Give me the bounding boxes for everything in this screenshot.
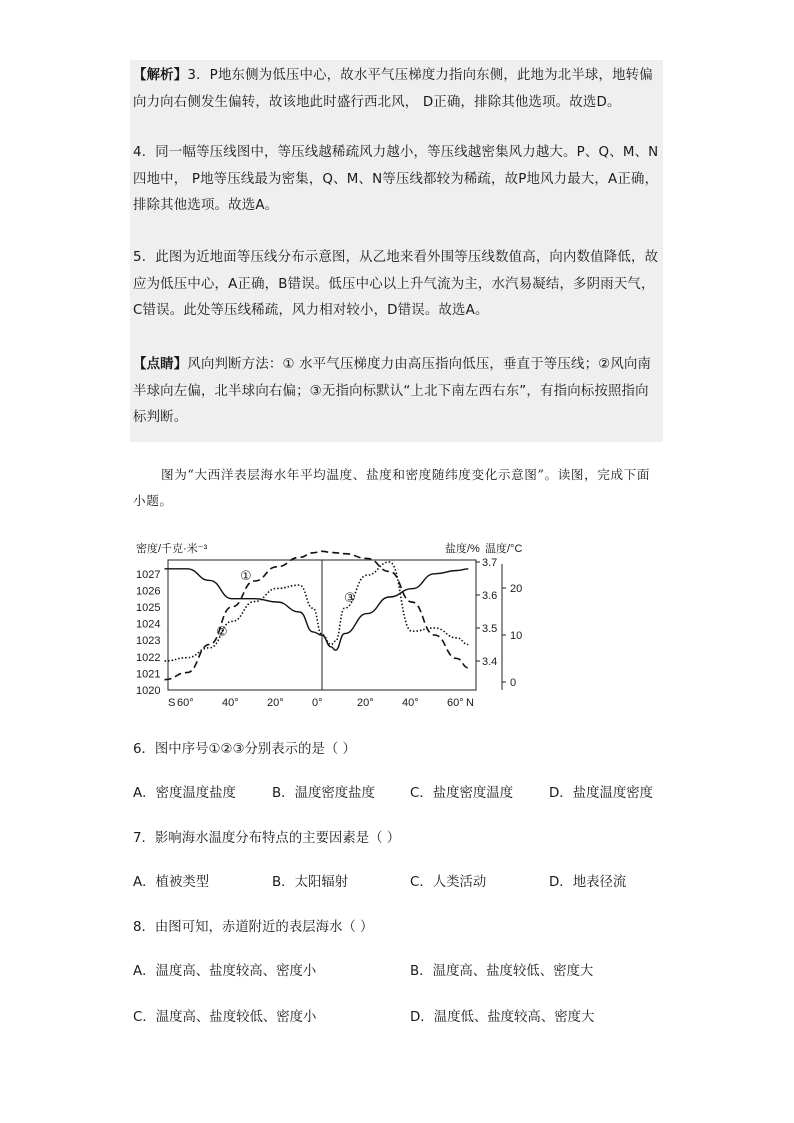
- series-line-温度: [165, 551, 469, 679]
- question-6: 6．图中序号①②③分别表示的是（ ）: [133, 742, 356, 757]
- x-tick-label: 40°: [222, 697, 239, 709]
- series-marker-label: ②: [216, 625, 228, 640]
- density-tick-label: 1027: [136, 568, 161, 581]
- series-marker-label: ③: [344, 591, 356, 606]
- q7-option-c[interactable]: C．人类活动: [410, 875, 487, 890]
- analysis-q4: 4．同一幅等压线图中，等压线越稀疏风力越小，等压线越密集风力越大。P、Q、M、N四地中， P地等压线最为密集，Q、M、N等压线都较为稀疏，故P地风力最大，A正确，排除其他选项。故选A。: [133, 145, 659, 213]
- tip-tag: 【点睛】: [133, 357, 188, 372]
- analysis-tag: 【解析】: [133, 68, 188, 83]
- x-tick-label: 60°: [177, 697, 194, 709]
- salinity-tick-label: 3.6: [482, 590, 498, 602]
- density-tick-label: 1022: [136, 651, 161, 664]
- q8-option-c[interactable]: C．温度高、盐度较低、密度小: [133, 1010, 317, 1025]
- q8-option-d[interactable]: D．温度低、盐度较高、密度大: [410, 1010, 595, 1025]
- temperature-axis-label: 温度/°C: [485, 543, 523, 555]
- density-tick-label: 1020: [136, 685, 161, 697]
- q6-option-b[interactable]: B．温度密度盐度: [272, 786, 375, 801]
- density-tick-label: 1024: [136, 618, 161, 631]
- q6-option-a[interactable]: A．密度温度盐度: [133, 786, 236, 801]
- atlantic-chart: [130, 538, 530, 713]
- density-axis-label: 密度/千克·米⁻³: [136, 543, 208, 555]
- question-7: 7．影响海水温度分布特点的主要因素是（ ）: [133, 831, 401, 846]
- salinity-axis-label: 盐度/%: [445, 543, 480, 555]
- salinity-tick-label: 3.4: [482, 656, 498, 668]
- analysis-tip: 【点睛】风向判断方法：① 水平气压梯度力由高压指向低压，垂直于等压线；②风向南半球向左偏，北半球向右偏；③无指向标默认“上北下南左西右东”，有指向标按照指向标判断。: [133, 357, 652, 425]
- x-tick-label: 40°: [402, 697, 419, 709]
- x-tick-label: S: [168, 697, 176, 709]
- x-tick-label: 20°: [357, 697, 374, 709]
- temperature-tick-label: 0: [510, 677, 517, 689]
- question-8: 8．由图可知，赤道附近的表层海水（ ）: [133, 920, 374, 935]
- q6-option-c[interactable]: C．盐度密度温度: [410, 786, 514, 801]
- q7-option-b[interactable]: B．太阳辐射: [272, 875, 349, 890]
- series-marker-label: ①: [240, 569, 252, 584]
- density-tick-label: 1026: [136, 585, 161, 598]
- q6-option-d[interactable]: D．盐度温度密度: [549, 786, 654, 801]
- x-tick-label: 60°: [447, 697, 464, 709]
- temperature-tick-label: 20: [510, 583, 523, 595]
- x-tick-label: N: [466, 697, 474, 709]
- series-line-盐度: [165, 562, 469, 661]
- q8-option-b[interactable]: B．温度高、盐度较低、密度大: [410, 964, 594, 979]
- temperature-tick-label: 10: [510, 630, 523, 642]
- q7-option-a[interactable]: A．植被类型: [133, 875, 210, 890]
- analysis-q3: 【解析】3．P地东侧为低压中心，故水平气压梯度力指向东侧，此地为北半球，地转偏向力向右侧发生偏转，故该地此时盛行西北风， D正确，排除其他选项。故选D。: [133, 68, 653, 110]
- density-tick-label: 1021: [136, 668, 161, 681]
- x-tick-label: 20°: [267, 697, 284, 709]
- density-tick-label: 1023: [136, 635, 161, 648]
- figure-intro: 图为“大西洋表层海水年平均温度、盐度和密度随纬度变化示意图”。读图，完成下面小题。: [133, 467, 651, 508]
- density-tick-label: 1025: [136, 602, 161, 614]
- q7-option-d[interactable]: D．地表径流: [549, 875, 627, 890]
- series-line-密度: [165, 569, 469, 650]
- x-tick-label: 0°: [312, 697, 323, 709]
- salinity-tick-label: 3.7: [482, 557, 498, 569]
- salinity-tick-label: 3.5: [482, 623, 498, 635]
- analysis-q5: 5．此图为近地面等压线分布示意图，从乙地来看外围等压线数值高，向内数值降低，故应为低压中心，A正确，B错误。低压中心以上升气流为主，水汽易凝结，多阴雨天气，C错误。此处等压线稀疏，风力相对较小，D错误。故选A。: [133, 250, 659, 318]
- q8-option-a[interactable]: A．温度高、盐度较高、密度小: [133, 964, 317, 979]
